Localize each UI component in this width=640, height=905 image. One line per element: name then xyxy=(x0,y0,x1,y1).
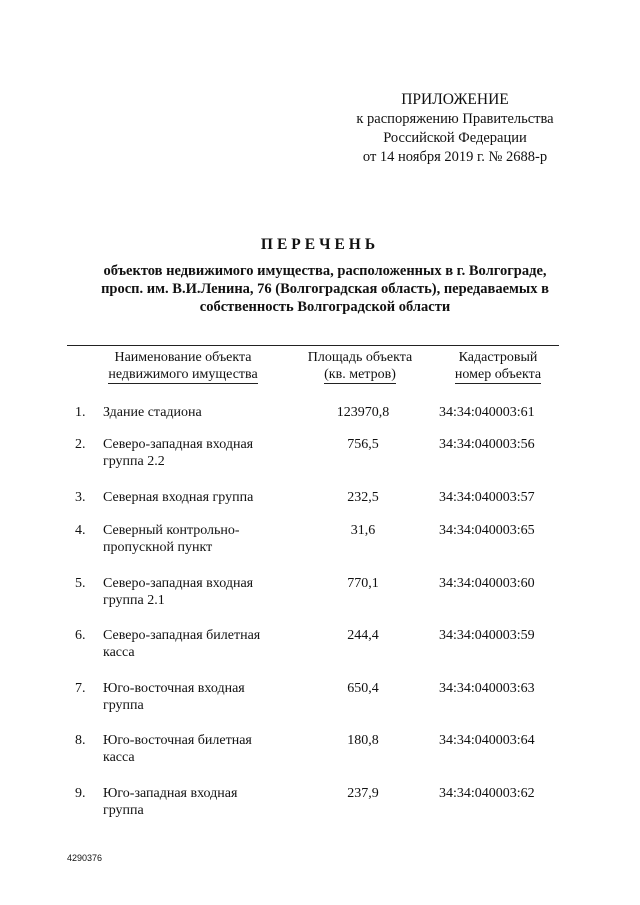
row-area: 244,4 xyxy=(347,628,379,643)
table-header xyxy=(67,345,559,384)
row-name-line-2: группа xyxy=(103,698,144,713)
header-name xyxy=(77,349,289,383)
row-name-line-1: Северный контрольно- xyxy=(103,523,240,538)
row-cadastral: 34:34:040003:60 xyxy=(439,576,535,591)
row-name-line-2: группа 2.1 xyxy=(103,593,165,608)
document-subtitle xyxy=(80,262,570,316)
row-area: 770,1 xyxy=(347,576,379,591)
subtitle-line-3: собственность Волгоградской области xyxy=(199,299,451,315)
row-name-line-2: касса xyxy=(103,750,135,765)
header-area-line-1: Площадь объекта xyxy=(307,350,413,365)
row-name xyxy=(103,575,303,609)
row-name xyxy=(103,680,303,714)
row-name-line-1: Северо-западная входная xyxy=(103,437,254,452)
header-cad-line-2: номер объекта xyxy=(454,367,542,382)
document-title: ПЕРЕЧЕНЬ xyxy=(260,236,380,253)
row-name xyxy=(103,436,303,470)
header-cad-line-1: Кадастровый xyxy=(458,350,538,365)
row-cadastral: 34:34:040003:62 xyxy=(439,786,535,801)
row-number: 4. xyxy=(75,523,86,538)
row-area: 232,5 xyxy=(347,490,379,505)
row-cadastral: 34:34:040003:61 xyxy=(439,405,535,420)
appendix-block xyxy=(330,90,580,167)
row-cadastral: 34:34:040003:65 xyxy=(439,523,535,538)
row-name-line-1: Юго-восточная входная xyxy=(103,681,245,696)
row-name xyxy=(103,732,303,766)
row-area: 237,9 xyxy=(347,786,379,801)
row-cadastral: 34:34:040003:56 xyxy=(439,437,535,452)
row-name-line-1: Северо-западная входная xyxy=(103,576,254,591)
appendix-line-3: от 14 ноября 2019 г. № 2688-р xyxy=(362,149,548,165)
property-table xyxy=(67,345,559,818)
row-number: 7. xyxy=(75,681,86,696)
row-number: 9. xyxy=(75,786,86,801)
row-name-line-1: Юго-западная входная xyxy=(103,786,238,801)
row-area: 650,4 xyxy=(347,681,379,696)
row-name-line-2: группа xyxy=(103,803,144,818)
row-name-line-1: Здание стадиона xyxy=(103,405,202,420)
row-name-line-2: группа 2.2 xyxy=(103,454,165,469)
row-name xyxy=(103,489,303,506)
header-name-line-2: недвижимого имущества xyxy=(108,367,258,382)
header-name-line-1: Наименование объекта xyxy=(114,350,252,365)
row-number: 2. xyxy=(75,437,86,452)
header-cadastral xyxy=(437,349,559,383)
appendix-line-2: Российской Федерации xyxy=(383,130,527,146)
row-name-line-1: Северо-западная билетная xyxy=(103,628,261,643)
row-number: 8. xyxy=(75,733,86,748)
row-cadastral: 34:34:040003:59 xyxy=(439,628,535,643)
row-number: 1. xyxy=(75,405,86,420)
row-name xyxy=(103,627,303,661)
row-name-line-2: пропускной пункт xyxy=(103,540,213,555)
subtitle-line-2: просп. им. В.И.Ленина, 76 (Волгоградская область), передаваемых в xyxy=(101,281,549,297)
row-name xyxy=(103,522,303,556)
document-code: 4290376 xyxy=(67,853,103,863)
row-number: 3. xyxy=(75,490,86,505)
row-name-line-2: касса xyxy=(103,645,135,660)
header-area-line-2: (кв. метров) xyxy=(324,367,396,382)
row-number: 6. xyxy=(75,628,86,643)
row-name-line-1: Северная входная группа xyxy=(103,490,254,505)
header-area xyxy=(305,349,415,383)
appendix-line-1: к распоряжению Правительства xyxy=(356,111,554,127)
row-name xyxy=(103,785,303,819)
row-name-line-1: Юго-восточная билетная xyxy=(103,733,252,748)
row-area: 180,8 xyxy=(347,733,379,748)
appendix-heading: ПРИЛОЖЕНИЕ xyxy=(401,91,509,108)
row-area: 756,5 xyxy=(347,437,379,452)
row-number: 5. xyxy=(75,576,86,591)
subtitle-line-1: объектов недвижимого имущества, расположенных в г. Волгограде, xyxy=(103,263,547,279)
row-cadastral: 34:34:040003:63 xyxy=(439,681,535,696)
row-area: 31,6 xyxy=(350,523,376,538)
row-name xyxy=(103,404,303,421)
row-area: 123970,8 xyxy=(336,405,390,420)
row-cadastral: 34:34:040003:57 xyxy=(439,490,535,505)
row-cadastral: 34:34:040003:64 xyxy=(439,733,535,748)
